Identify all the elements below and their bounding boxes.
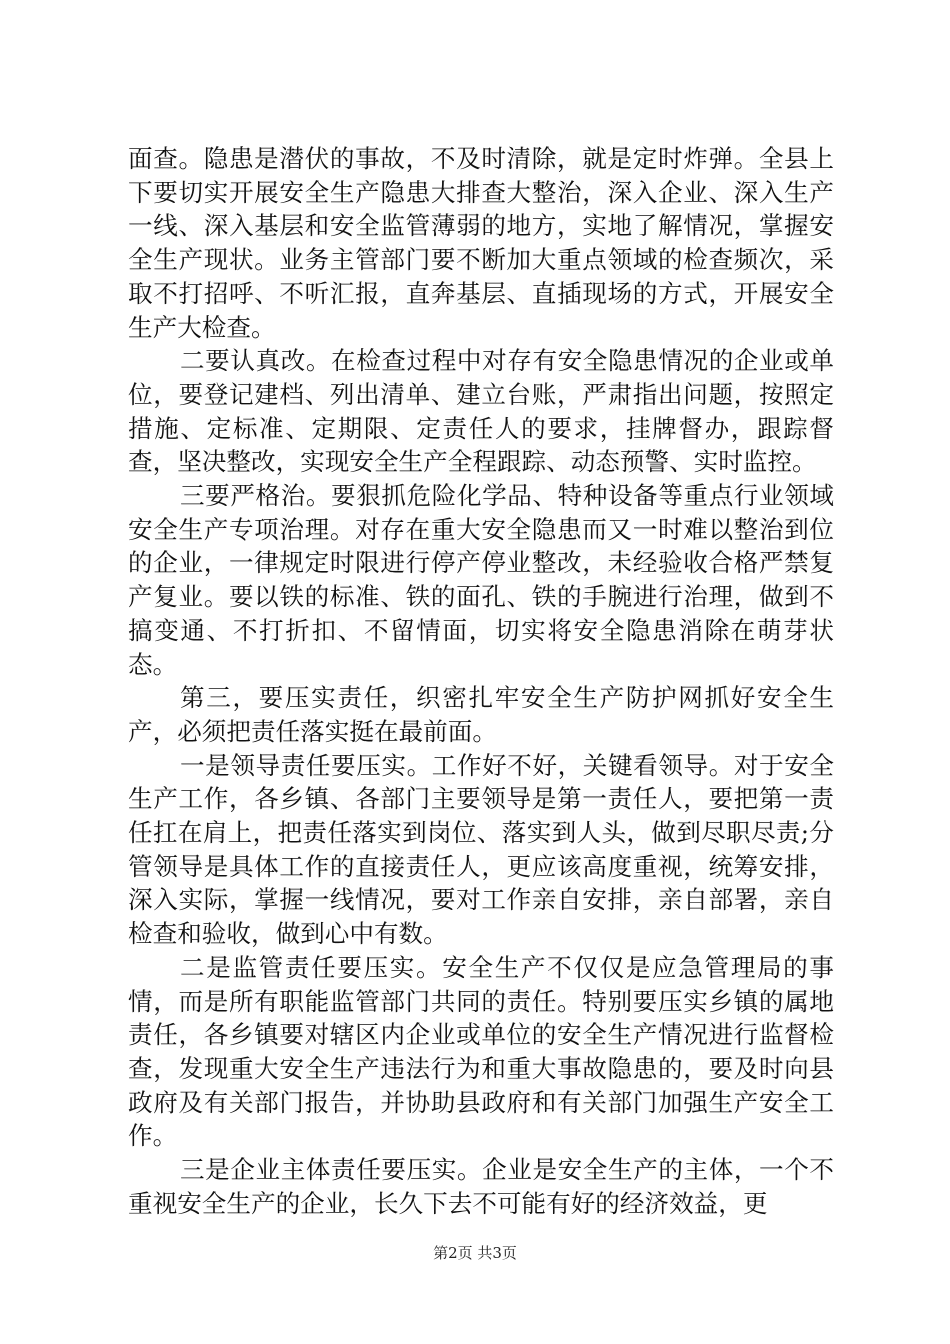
paragraph: 一是领导责任要压实。工作好不好，关键看领导。对于安全生产工作，各乡镇、各部门主要领导是第一责任人，要把第一责任扛在肩上，把责任落实到岗位、落实到人头，做到尽职尽责;分管领导是具体工作的直接责任人，更应该高度重视，统筹安排，深入实际，掌握一线情况，要对工作亲自安排，亲自部署，亲自检查和验收，做到心中有数。 <box>128 750 834 949</box>
paragraph: 三要严格治。要狠抓危险化学品、特种设备等重点行业领域安全生产专项治理。对存在重大安全隐患而又一时难以整治到位的企业，一律规定时限进行停产停业整改，未经验收合格严禁复产复业。要以铁的标准、铁的面孔、铁的手腕进行治理，做到不搞变通、不打折扣、不留情面，切实将安全隐患消除在萌芽状态。 <box>128 481 834 679</box>
paragraph: 第三，要压实责任，织密扎牢安全生产防护网抓好安全生产，必须把责任落实挺在最前面。 <box>128 683 834 746</box>
page-footer <box>0 1243 950 1263</box>
paragraph: 二要认真改。在检查过程中对存有安全隐患情况的企业或单位，要登记建档、列出清单、建立台账，严肃指出问题，按照定措施、定标准、定期限、定责任人的要求，挂牌督办，跟踪督查，坚决整改，实现安全生产全程跟踪、动态预警、实时监控。 <box>128 346 834 477</box>
paragraph: 二是监管责任要压实。安全生产不仅仅是应急管理局的事情，而是所有职能监管部门共同的责任。特别要压实乡镇的属地责任，各乡镇要对辖区内企业或单位的安全生产情况进行监督检查，发现重大安全生产违法行为和重大事故隐患的，要及时向县政府及有关部门报告，并协助县政府和有关部门加强生产安全工作。 <box>128 952 834 1151</box>
paragraph: 三是企业主体责任要压实。企业是安全生产的主体，一个不重视安全生产的企业，长久下去不可能有好的经济效益，更 <box>128 1155 834 1218</box>
paragraph: 面查。隐患是潜伏的事故，不及时清除，就是定时炸弹。全县上下要切实开展安全生产隐患大排查大整治，深入企业、深入生产一线、深入基层和安全监管薄弱的地方，实地了解情况，掌握安全生产现状。业务主管部门要不断加大重点领域的检查频次，采取不打招呼、不听汇报，直奔基层、直插现场的方式，开展安全生产大检查。 <box>128 144 834 342</box>
document-body <box>128 142 834 1221</box>
page-number: 第2页 共3页 <box>433 1244 517 1262</box>
